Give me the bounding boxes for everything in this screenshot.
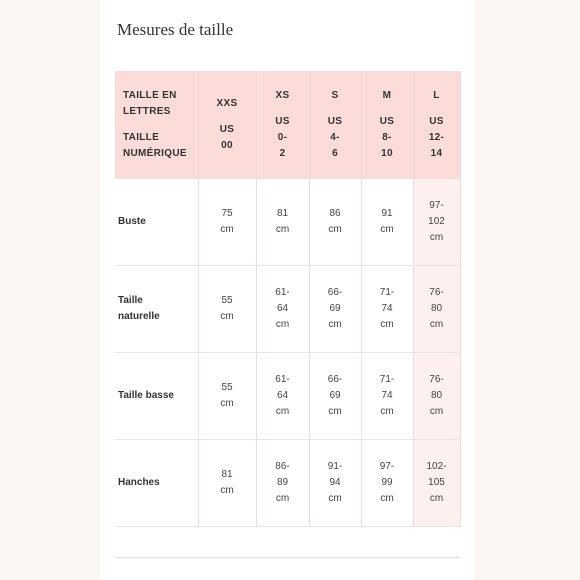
table-header-row bbox=[115, 71, 460, 179]
size-header-xxs bbox=[198, 71, 256, 179]
numeric-size-label: TAILLE NUMÉRIQUE bbox=[123, 132, 187, 159]
measure-cell: 66- 69 cm bbox=[309, 266, 361, 353]
size-header-m bbox=[361, 71, 413, 179]
measure-cell: 97- 102 cm bbox=[413, 179, 460, 266]
size-header-xs bbox=[256, 71, 309, 179]
table-row-taille-basse bbox=[115, 353, 460, 440]
measure-cell: 66- 69 cm bbox=[309, 353, 361, 440]
measure-cell: 91 cm bbox=[361, 179, 413, 266]
measure-cell: 91- 94 cm bbox=[309, 440, 361, 527]
header-label-cell bbox=[115, 71, 198, 179]
measure-cell: 76- 80 cm bbox=[413, 353, 460, 440]
size-letter: S bbox=[331, 90, 339, 101]
size-letter: XXS bbox=[216, 98, 238, 109]
size-letter: L bbox=[433, 90, 440, 101]
row-label: Taille naturelle bbox=[115, 266, 198, 353]
row-label: Taille basse bbox=[115, 353, 198, 440]
row-label: Hanches bbox=[115, 440, 198, 527]
measure-cell: 55 cm bbox=[198, 353, 256, 440]
table-row-buste bbox=[115, 179, 460, 266]
size-header-s bbox=[309, 71, 361, 179]
measure-cell: 76- 80 cm bbox=[413, 266, 460, 353]
letter-size-label: TAILLE EN LETTRES bbox=[123, 90, 177, 117]
measure-cell: 81 cm bbox=[256, 179, 309, 266]
size-numeric: US 00 bbox=[219, 124, 235, 151]
size-letter: XS bbox=[275, 90, 290, 101]
measure-cell: 71- 74 cm bbox=[361, 353, 413, 440]
measure-cell: 81 cm bbox=[198, 440, 256, 527]
measure-cell: 86 cm bbox=[309, 179, 361, 266]
table-row-taille-naturelle bbox=[115, 266, 460, 353]
table-row-hanches bbox=[115, 440, 460, 527]
size-header-l bbox=[413, 71, 460, 179]
measure-cell: 97- 99 cm bbox=[361, 440, 413, 527]
size-chart-table bbox=[115, 71, 461, 527]
measure-cell: 61- 64 cm bbox=[256, 266, 309, 353]
measure-cell: 71- 74 cm bbox=[361, 266, 413, 353]
measure-cell: 102- 105 cm bbox=[413, 440, 460, 527]
divider bbox=[115, 557, 460, 558]
size-numeric: US 4- 6 bbox=[327, 116, 343, 159]
page-title: Mesures de taille bbox=[117, 20, 234, 39]
size-numeric: US 8- 10 bbox=[379, 116, 395, 159]
measure-cell: 86- 89 cm bbox=[256, 440, 309, 527]
size-letter: M bbox=[382, 90, 392, 101]
size-numeric: US 0- 2 bbox=[275, 116, 290, 159]
measure-cell: 61- 64 cm bbox=[256, 353, 309, 440]
measure-cell: 75 cm bbox=[198, 179, 256, 266]
size-numeric: US 12- 14 bbox=[428, 116, 445, 159]
row-label: Buste bbox=[115, 179, 198, 266]
measure-cell: 55 cm bbox=[198, 266, 256, 353]
